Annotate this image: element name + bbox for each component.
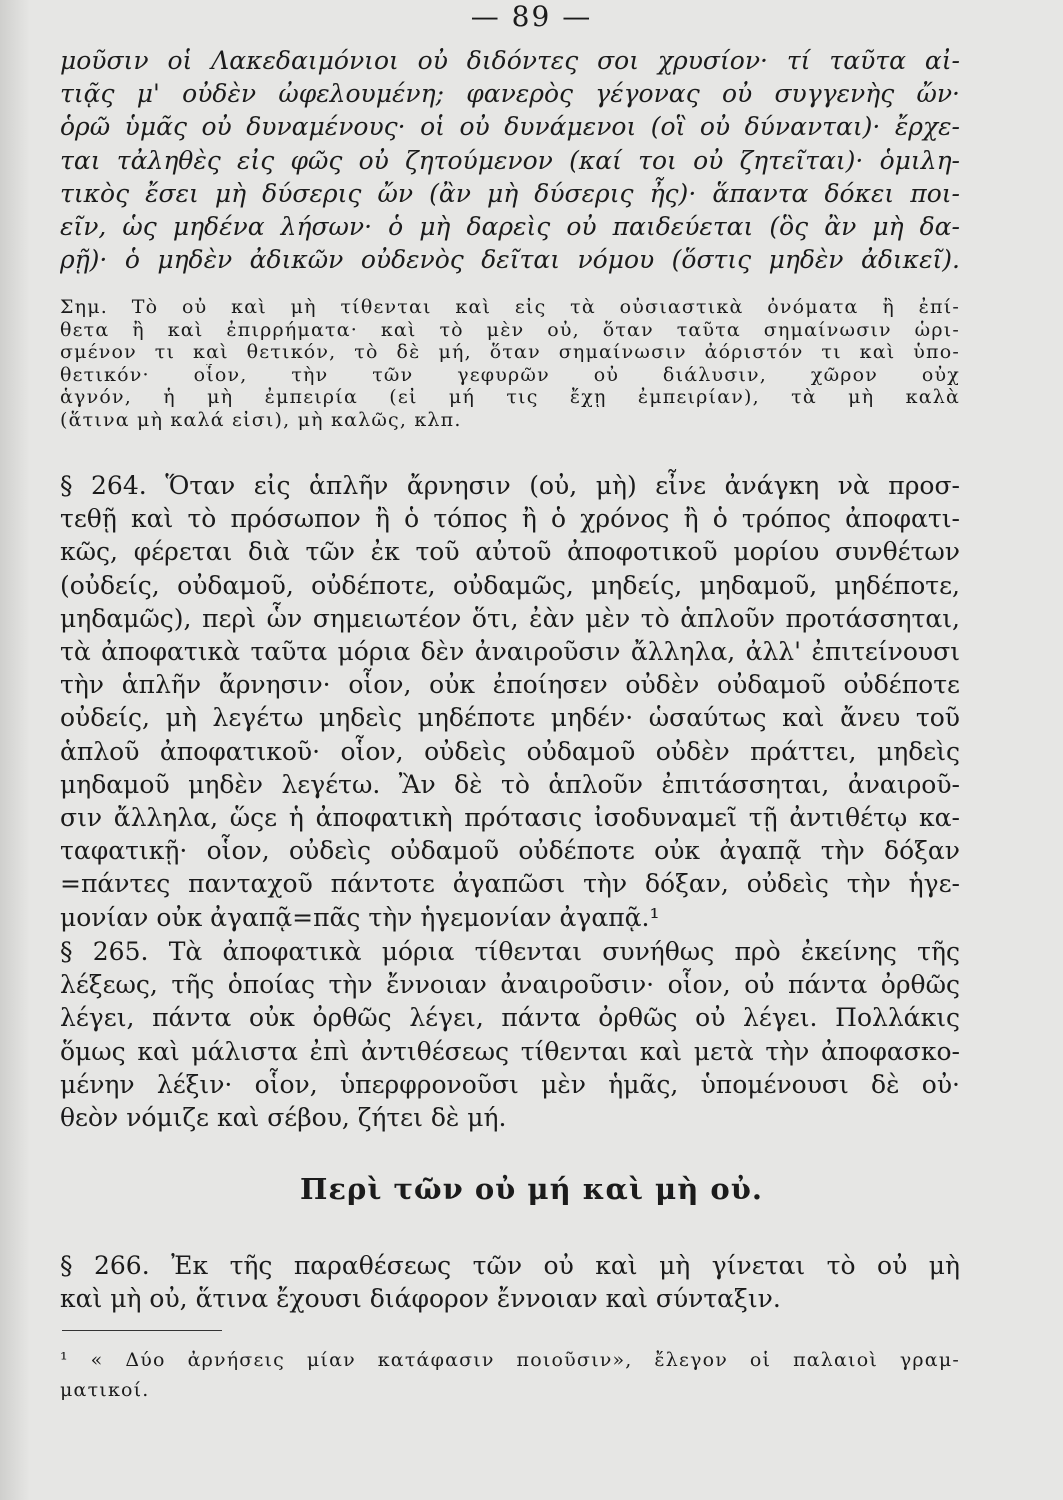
text-line: ἁπλοῦ ἀποφατικοῦ· οἷον, οὐδεὶς οὐδαμοῦ οὐδὲν πράττει, μηδεὶς <box>60 736 960 766</box>
text-line: τικὸς ἔσει μὴ δύσερις ὤν (ἂν μὴ δύσερις ἦς)· ἅπαντα δόκει ποι- <box>60 178 960 208</box>
text-line: ρῇ)· ὁ μηδὲν ἀδικῶν οὐδενὸς δεῖται νόμου (ὅστις μηδὲν ἀδικεῖ). <box>60 245 960 275</box>
text-line: λέξεως, τῆς ὁποίας τὴν ἔννοιαν ἀναιροῦσιν· οἷον, οὐ πάντα ὀρθῶς <box>60 970 960 1000</box>
text-line: κῶς, φέρεται διὰ τῶν ἐκ τοῦ αὐτοῦ ἀποφοτικοῦ μορίου συνθέτων <box>60 537 960 567</box>
text-line: εῖν, ὡς μηδένα λήσων· ὁ μὴ δαρεὶς οὐ παιδεύεται (ὃς ἂν μὴ δα- <box>60 212 960 242</box>
note-paragraph <box>60 296 960 431</box>
text-line: (οὐδείς, οὐδαμοῦ, οὐδέποτε, οὐδαμῶς, μηδείς, μηδαμοῦ, μηδέποτε, <box>60 570 960 600</box>
section-264 <box>60 469 960 934</box>
section-265 <box>60 935 960 1134</box>
note-line: θετικόν· οἷον, τὴν τῶν γεφυρῶν οὐ διάλυσιν, χῶρον οὐχ <box>60 363 960 386</box>
text-line: ται τἀληθὲς εἰς φῶς οὐ ζητούμενον (καί τοι οὐ ζητεῖται)· ὁμιλη- <box>60 145 960 175</box>
text-line: καὶ μὴ οὐ, ἅτινα ἔχουσι διάφορον ἔννοιαν καὶ σύνταξιν. <box>60 1284 781 1314</box>
text-line: τιᾷς μ' οὐδὲν ὠφελουμένη; φανερὸς γέγονας οὐ συγγενὴς ὤν· <box>60 79 960 109</box>
text-line: λέγει, πάντα οὐκ ὀρθῶς λέγει, πάντα ὀρθῶς οὐ λέγει. Πολλάκις <box>60 1003 960 1033</box>
page-number: — 89 — <box>470 0 593 33</box>
note-line: (ἅτινα μὴ καλά εἰσι), μὴ καλῶς, κλπ. <box>60 408 462 431</box>
text-line: σιν ἄλληλα, ὥςε ἡ ἀποφατικὴ πρότασις ἰσοδυναμεῖ τῇ ἀντιθέτῳ κα- <box>60 803 960 833</box>
text-line: μηδαμῶς), περὶ ὧν σημειωτέον ὅτι, ἐὰν μὲν τὸ ἁπλοῦν προτάσσηται, <box>60 603 960 633</box>
text-line: § 264. Ὅταν εἰς ἁπλῆν ἄρνησιν (οὐ, μὴ) εἶνε ἀνάγκη νὰ προσ- <box>60 471 960 500</box>
footnote-line: ματικοί. <box>60 1379 150 1401</box>
text-line: =πάντες πανταχοῦ πάντοτε ἀγαπῶσι τὴν δόξαν, οὐδεὶς τὴν ἡγε- <box>60 869 960 899</box>
text-line: τὴν ἁπλῆν ἄρνησιν· οἷον, οὐκ ἐποίησεν οὐδὲν οὐδαμοῦ οὐδέποτε <box>60 670 960 700</box>
section-266 <box>60 1249 960 1315</box>
text-line: μοῦσιν οἱ Λακεδαιμόνιοι οὐ διδόντες σοι χρυσίον· τί ταῦτα αἰ- <box>60 46 960 75</box>
note-line: σμένον τι καὶ θετικόν, τὸ δὲ μή, ὅταν σημαίνωσιν ἀόριστόν τι καὶ ὑπο- <box>60 341 960 363</box>
text-line: § 266. Ἐκ τῆς παραθέσεως τῶν οὐ καὶ μὴ γίνεται τὸ οὐ μὴ <box>60 1251 960 1280</box>
text-line: ταφατικῇ· οἷον, οὐδεὶς οὐδαμοῦ οὐδέποτε οὐκ ἀγαπᾷ τὴν δόξαν <box>60 836 960 866</box>
text-line: θεὸν νόμιζε καὶ σέβου, ζήτει δὲ μή. <box>60 1103 507 1133</box>
text-line: μένην λέξιν· οἷον, ὑπερφρονοῦσι μὲν ἡμᾶς, ὑπομένουσι δὲ οὐ· <box>60 1069 960 1099</box>
section-heading: Περὶ τῶν οὐ μή καὶ μὴ οὐ. <box>300 1172 763 1206</box>
note-line: ἁγνόν, ἡ μὴ ἐμπειρία (εἰ μή τις ἔχῃ ἐμπειρίαν), τὰ μὴ καλὰ <box>60 386 960 408</box>
text-line: § 265. Τὰ ἀποφατικὰ μόρια τίθενται συνήθως πρὸ ἐκείνης τῆς <box>60 937 960 966</box>
text-line: μονίαν οὐκ ἀγαπᾷ=πᾶς τὴν ἡγεμονίαν ἀγαπᾷ.¹ <box>60 902 660 932</box>
note-line: Σημ. Τὸ οὐ καὶ μὴ τίθενται καὶ εἰς τὰ οὐσιαστικὰ ὀνόματα ἢ ἐπί- <box>60 296 960 318</box>
footnote-line: ¹ « Δύο ἀρνήσεις μίαν κατάφασιν ποιοῦσιν», ἔλεγον οἱ παλαιοὶ γραμ- <box>60 1349 960 1371</box>
paragraph-continuation <box>60 44 960 276</box>
footnote-rule <box>62 1330 222 1331</box>
text-line: ὁρῶ ὑμᾶς οὐ δυναμένους· οἱ οὐ δυνάμενοι (οἳ οὐ δύνανται)· ἔρχε- <box>60 112 960 142</box>
text-line: τὰ ἀποφατικὰ ταῦτα μόρια δὲν ἀναιροῦσιν ἄλληλα, ἀλλ' ἐπιτείνουσι <box>60 637 960 667</box>
text-line: ὅμως καὶ μάλιστα ἐπὶ ἀντιθέσεως τίθενται καὶ μετὰ τὴν ἀποφασκο- <box>60 1036 960 1066</box>
footnote <box>60 1345 960 1405</box>
page-edge-shadow <box>0 0 30 1500</box>
note-line: θετα ἢ καὶ ἐπιρρήματα· καὶ τὸ μὲν οὐ, ὅταν ταῦτα σημαίνωσιν ὡρι- <box>60 318 960 341</box>
text-line: οὐδείς, μὴ λεγέτω μηδεὶς μηδέποτε μηδέν· ὡσαύτως καὶ ἄνευ τοῦ <box>60 703 960 733</box>
text-line: μηδαμοῦ μηδὲν λεγέτω. Ἂν δὲ τὸ ἁπλοῦν ἐπιτάσσηται, ἀναιροῦ- <box>60 769 960 799</box>
text-line: τεθῇ καὶ τὸ πρόσωπον ἢ ὁ τόπος ἢ ὁ χρόνος ἢ ὁ τρόπος ἀποφατι- <box>60 504 960 534</box>
